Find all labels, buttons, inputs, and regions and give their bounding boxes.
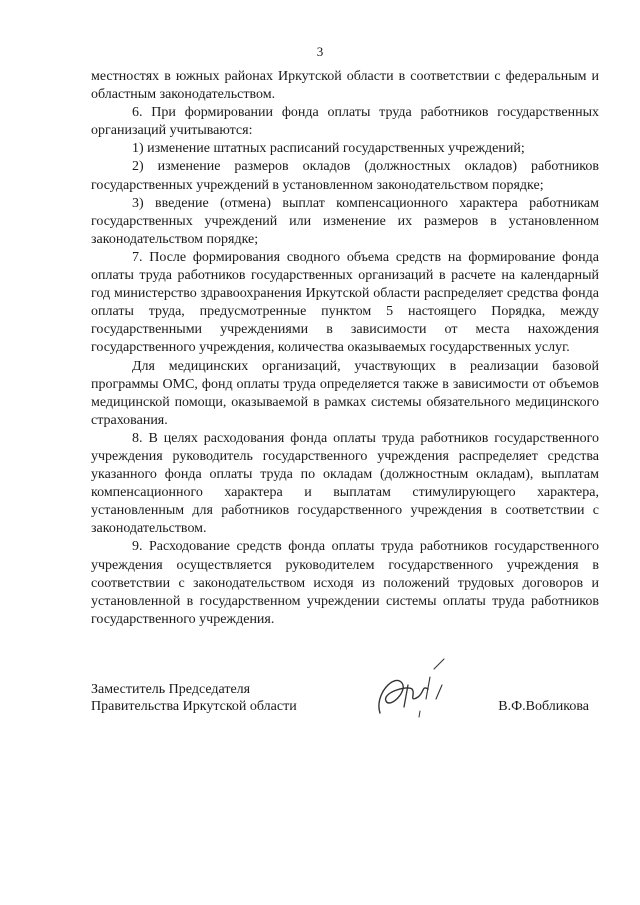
paragraph-item-7-oms: Для медицинских организаций, участвующих в реализации базовой программы ОМС, фонд оплаты труда определяется также в зависимости от объемов медицинской помощи, оказываемой в рамках системы обязательного медицинского страхования.: [91, 358, 599, 428]
paragraph-continuation: местностях в южных районах Иркутской области в соответствии с федеральным и областным законодательством.: [91, 69, 599, 103]
paragraph-item-9: 9. Расходование средств фонда оплаты труда работников государственного учреждения осуществляется руководителем государственного учреждения в соответствии с законодательством исходя из положений трудовых договоров и установленной в государственном учреждении системы оплаты труда работников государственного учреждения.: [91, 539, 599, 627]
signatory-title-line2: Правительства Иркутской области: [91, 699, 297, 714]
paragraph-item-6: 6. При формировании фонда оплаты труда работников государственных организаций учитываются:: [91, 105, 599, 139]
list-item-6-3: 3) введение (отмена) выплат компенсационного характера работникам государственных учреждений или изменение их размеров в установленном законодательством порядке;: [91, 195, 599, 247]
paragraph-item-8: 8. В целях расходования фонда оплаты труда работников государственного учреждения руководитель государственного учреждения распределяет средства указанного фонда оплаты труда по окладам (должностным окладам), выплатам компенсационного характера и выплатам стимулирующего характера, установленным для работников государственного учреждения в соответствии с законодательством.: [91, 430, 599, 537]
list-item-6-2: 2) изменение размеров окладов (должностных окладов) работников государственных учреждений в установленном законодательством порядке;: [91, 159, 599, 193]
document-body: [91, 68, 599, 629]
page-number: 3: [316, 44, 324, 59]
paragraph-item-7: 7. После формирования сводного объема средств на формирование фонда оплаты труда работников государственных организаций в расчете на календарный год министерство здравоохранения Иркутской области распределяет средства фонда оплаты труда, предусмотренные пунктом 5 настоящего Порядка, между государственными учреждениями в зависимости от места нахождения государственного учреждения, количества оказываемых государственных услуг.: [91, 249, 599, 356]
handwritten-signature: [372, 655, 462, 725]
signatory-title-line1: Заместитель Председателя: [91, 682, 251, 697]
signature-block: [91, 681, 599, 715]
signatory-name: В.Ф.Вобликова: [498, 699, 589, 714]
list-item-6-1: 1) изменение штатных расписаний государственных учреждений;: [132, 141, 525, 157]
